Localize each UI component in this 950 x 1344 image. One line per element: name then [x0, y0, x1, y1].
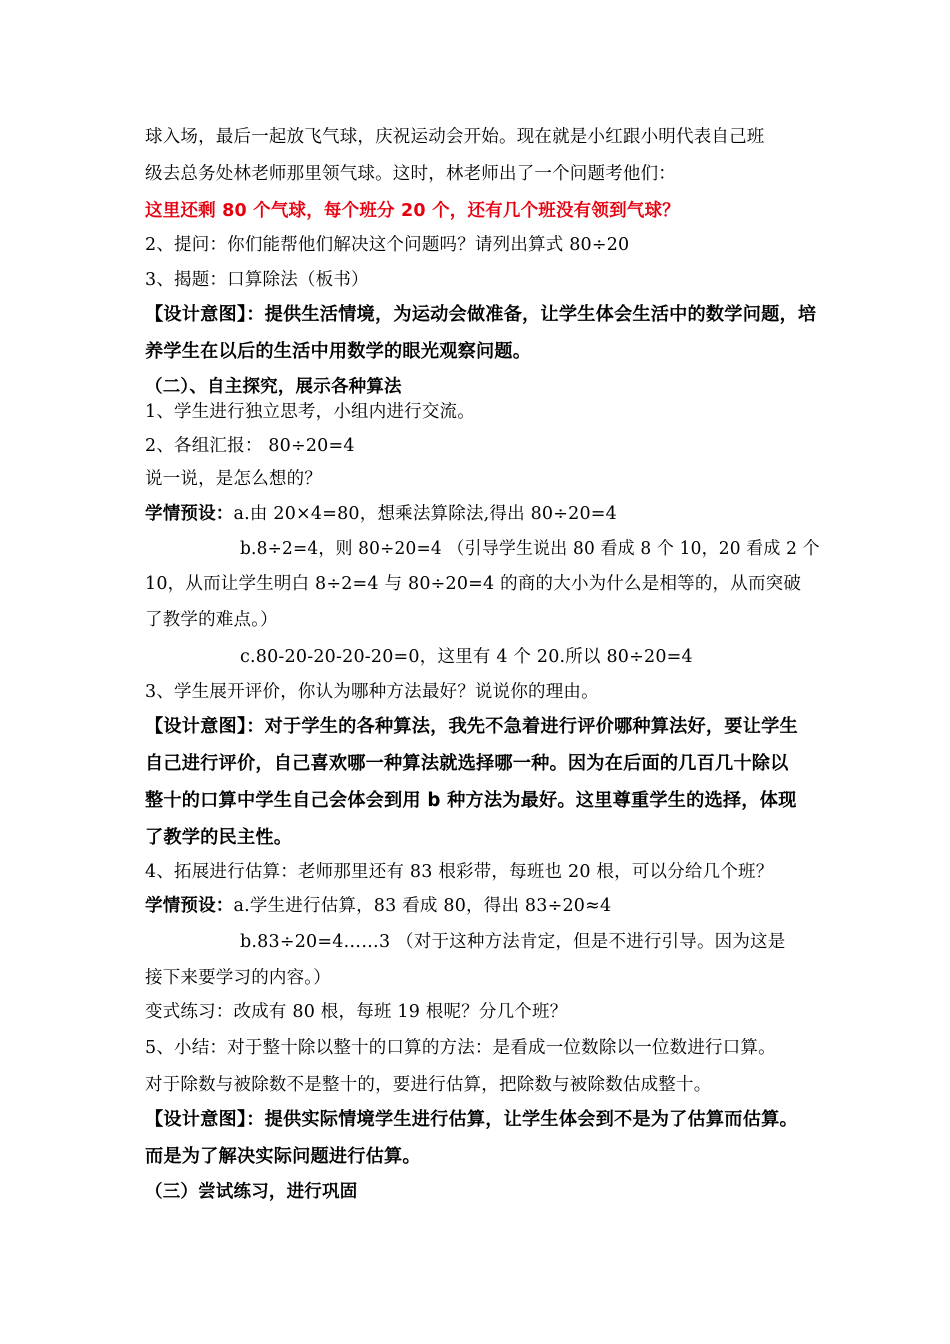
paragraph-line: 5、小结：对于整十除以整十的口算的方法：是看成一位数除以一位数进行口算。 — [145, 1038, 776, 1058]
paragraph-line: b.8÷2=4，则 80÷20=4 （引导学生说出 80 看成 8 个 10，20 看成 2 个 — [240, 539, 820, 559]
paragraph-line: c.80-20-20-20-20=0，这里有 4 个 20.所以 80÷20=4 — [240, 647, 693, 667]
paragraph-line: 级去总务处林老师那里领气球。这时，林老师出了一个问题考他们： — [145, 164, 676, 184]
design-intent-note: 养学生在以后的生活中用数学的眼光观察问题。 — [145, 341, 532, 362]
paragraph-line: 接下来要学习的内容。） — [145, 968, 331, 988]
paragraph-line: 3、学生展开评价，你认为哪种方法最好？说说你的理由。 — [145, 682, 599, 702]
section-heading: （三）尝试练习，进行巩固 — [145, 1182, 358, 1202]
design-intent-note: 自己进行评价，自己喜欢哪一种算法就选择哪一种。因为在后面的几百几十除以 — [145, 753, 789, 774]
design-intent-note: 而是为了解决实际问题进行估算。 — [145, 1146, 421, 1167]
section-heading: （二）、自主探究，展示各种算法 — [145, 377, 402, 397]
paragraph-line: 球入场，最后一起放飞气球，庆祝运动会开始。现在就是小红跟小明代表自己班 — [145, 127, 765, 147]
paragraph-line: 2、各组汇报： 80÷20=4 — [145, 436, 355, 456]
paragraph-line: 4、拓展进行估算：老师那里还有 83 根彩带，每班也 20 根，可以分给几个班？ — [145, 862, 774, 882]
preset-text: a.学生进行估算，83 看成 80，得出 83÷20≈4 — [233, 896, 612, 916]
design-intent-note: 【设计意图】：提供生活情境，为运动会做准备，让学生体会生活中的数学问题，培 — [145, 304, 817, 325]
paragraph-line: 3、揭题：口算除法（板书） — [145, 270, 369, 290]
preset-label: 学情预设： — [145, 896, 234, 916]
paragraph-line: 2、提问：你们能帮他们解决这个问题吗？请列出算式 80÷20 — [145, 235, 630, 255]
highlighted-question: 这里还剩 80 个气球，每个班分 20 个，还有几个班没有领到气球？ — [145, 201, 680, 221]
paragraph-line: b.83÷20=4……3 （对于这种方法肯定，但是不进行引导。因为这是 — [240, 932, 786, 952]
paragraph-line: 说一说，是怎么想的？ — [145, 469, 322, 489]
paragraph-line: 10，从而让学生明白 8÷2=4 与 80÷20=4 的商的大小为什么是相等的，从而突破 — [145, 574, 802, 594]
paragraph-line — [145, 502, 617, 526]
paragraph-line: 了教学的难点。） — [145, 610, 278, 630]
design-intent-note: 了教学的民主性。 — [145, 827, 293, 848]
paragraph-line: 对于除数与被除数不是整十的，要进行估算，把除数与被除数估成整十。 — [145, 1075, 712, 1095]
design-intent-note: 【设计意图】：对于学生的各种算法，我先不急着进行评价哪种算法好，要让学生 — [145, 716, 798, 737]
design-intent-note: 【设计意图】：提供实际情境学生进行估算，让学生体会到不是为了估算而估算。 — [145, 1109, 798, 1130]
paragraph-line: 1、学生进行独立思考，小组内进行交流。 — [145, 402, 475, 422]
preset-text: a.由 20×4=80，想乘法算除法,得出 80÷20=4 — [233, 504, 617, 524]
design-intent-note: 整十的口算中学生自己会体会到用 b 种方法为最好。这里尊重学生的选择，体现 — [145, 790, 797, 811]
paragraph-line: 变式练习：改成有 80 根，每班 19 根呢？分几个班？ — [145, 1002, 568, 1022]
preset-label: 学情预设： — [145, 504, 234, 524]
paragraph-line — [145, 894, 611, 918]
